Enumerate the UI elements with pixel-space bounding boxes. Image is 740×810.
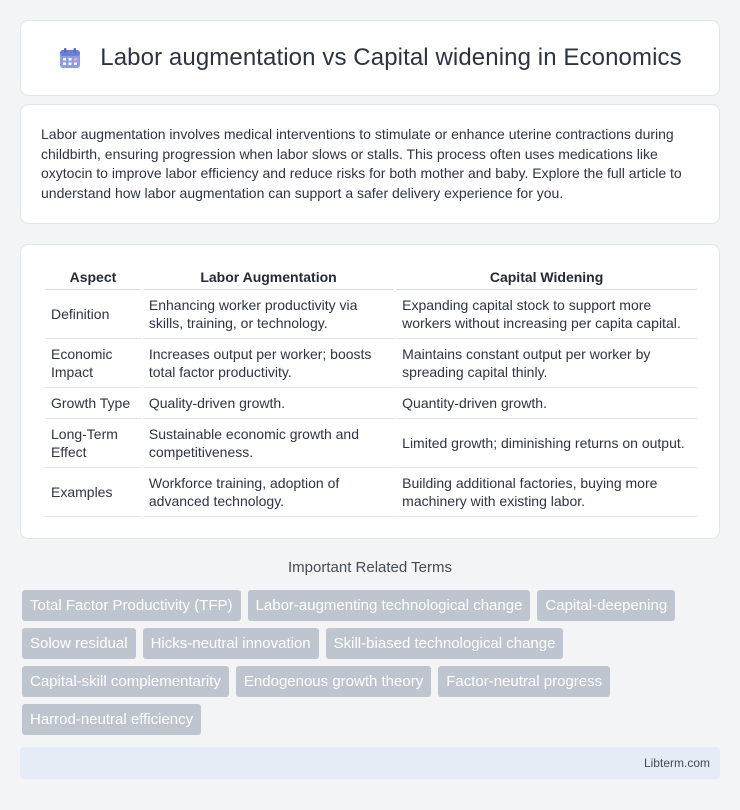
related-term-tag[interactable]: Skill-biased technological change	[326, 628, 564, 659]
related-term-tag[interactable]: Solow residual	[22, 628, 136, 659]
table-cell: Quantity-driven growth.	[396, 388, 697, 419]
calendar-icon	[58, 46, 82, 70]
footer	[20, 747, 720, 779]
table-cell: Expanding capital stock to support more workers without increasing per capita capital.	[396, 290, 697, 339]
table-row	[45, 339, 697, 388]
table-cell: Building additional factories, buying more machinery with existing labor.	[396, 468, 697, 517]
intro-paragraph: Labor augmentation involves medical interventions to stimulate or enhance uterine contractions during childbirth, ensuring progression when labor slows or stalls. This process often uses medications like oxytocin to improve labor efficiency and reduce risks for both mother and baby. Explore the full article to understand how labor augmentation can support a safer delivery experience for you.	[41, 126, 682, 201]
table-cell: Increases output per worker; boosts total factor productivity.	[143, 339, 394, 388]
page-title: Labor augmentation vs Capital widening in Economics	[100, 44, 682, 71]
table-row	[45, 419, 697, 468]
related-term-tag[interactable]: Labor-augmenting technological change	[248, 590, 531, 621]
related-term-tag[interactable]: Harrod-neutral efficiency	[22, 704, 201, 735]
related-term-tag[interactable]: Hicks-neutral innovation	[143, 628, 319, 659]
related-term-tag[interactable]: Factor-neutral progress	[438, 666, 610, 697]
footer-site-link[interactable]: Libterm.com	[643, 756, 710, 770]
comparison-table-card	[20, 244, 720, 539]
column-header-aspect: Aspect	[45, 265, 141, 290]
intro-card	[20, 104, 720, 224]
table-cell: Maintains constant output per worker by spreading capital thinly.	[396, 339, 697, 388]
table-row	[45, 388, 697, 419]
related-term-tag[interactable]: Total Factor Productivity (TFP)	[22, 590, 241, 621]
table-cell: Limited growth; diminishing returns on output.	[396, 419, 697, 468]
table-cell: Sustainable economic growth and competitiveness.	[143, 419, 394, 468]
table-cell: Workforce training, adoption of advanced technology.	[143, 468, 394, 517]
table-cell: Quality-driven growth.	[143, 388, 394, 419]
related-terms-list	[22, 590, 722, 735]
header-card	[20, 20, 720, 96]
comparison-table	[43, 265, 699, 517]
table-cell: Long-Term Effect	[45, 419, 141, 468]
related-terms-title: Important Related Terms	[288, 559, 452, 576]
table-cell: Economic Impact	[45, 339, 141, 388]
table-cell: Enhancing worker productivity via skills, training, or technology.	[143, 290, 394, 339]
column-header-capital-widening: Capital Widening	[396, 265, 697, 290]
related-term-tag[interactable]: Capital-skill complementarity	[22, 666, 229, 697]
table-cell: Growth Type	[45, 388, 141, 419]
table-row	[45, 290, 697, 339]
related-term-tag[interactable]: Capital-deepening	[537, 590, 675, 621]
related-term-tag[interactable]: Endogenous growth theory	[236, 666, 431, 697]
table-cell: Definition	[45, 290, 141, 339]
table-row	[45, 468, 697, 517]
column-header-labor-augmentation: Labor Augmentation	[143, 265, 394, 290]
table-cell: Examples	[45, 468, 141, 517]
